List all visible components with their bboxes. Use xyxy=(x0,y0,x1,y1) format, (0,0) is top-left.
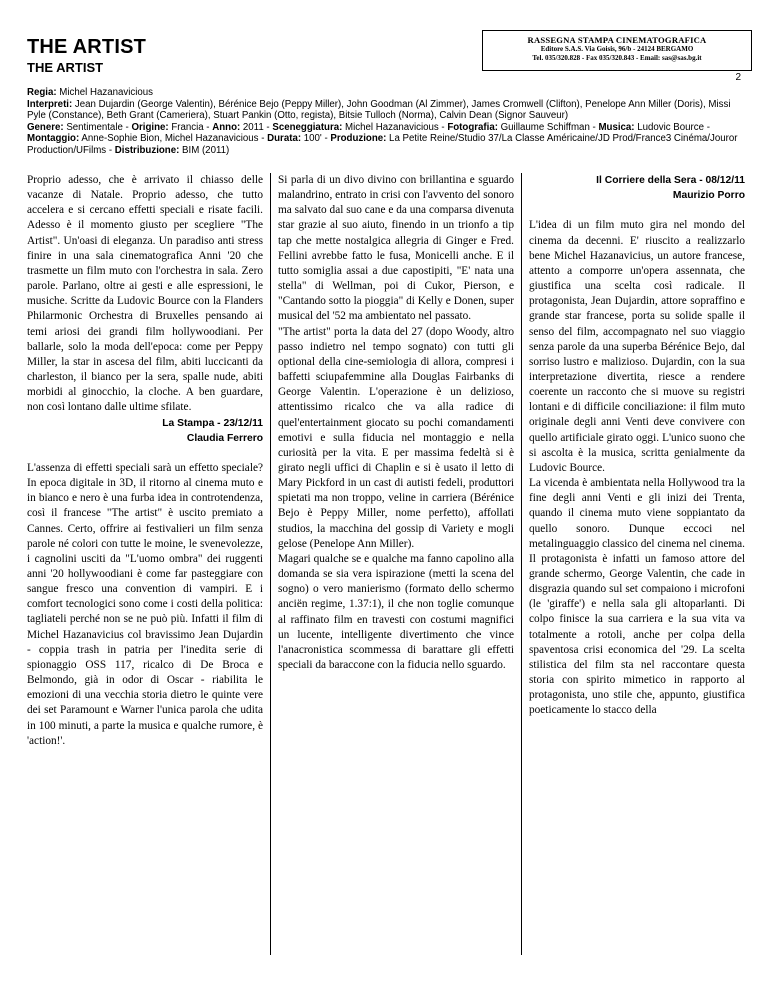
review-corriere-p3: "The artist" porta la data del 27 (dopo Woody, altro passo indietro nel tempo sognato) con tutti gli optional della cine-semiologia di allora, compresi i baffetti sciupafemmine alla Douglas Fairbanks di George Valentin. L'operazione è un delizioso, attentissimo ricalco che va alla radice di quel'entertainment giocato su pochi comandamenti emotivi e sulla fiducia nel montaggio e nella curiosità per la vita. E per massima fedeltà si è girato negli uffici di Chaplin e si è usato il letto di Mary Pickford in un cast di autisti fedeli, produttori spietati ma non troppo, veline in carriera (Bérénice Bejo è Peppy Miller, nome perfetto), affollati studios, la macchina del gossip di Variety e mogli gelose (Penelope Ann Miller). xyxy=(278,325,514,550)
review-corriere-p4: Magari qualche se e qualche ma fanno capolino alla domanda se sia vera ispirazione (metti la scena del sogno) o vero manierismo (formato dello schermo anciën regime, 1.37:1), il che non toglie comunque al raffinato film en travesti con costumi magnifici un lucente, intelligente divertimento che vince l'anacronistica scommessa di barattare gli effetti speciali da baraccone con la fiducia nello sguardo. xyxy=(278,552,514,671)
column-2 xyxy=(278,173,514,673)
column-rule xyxy=(521,173,522,955)
credits-interpreti: Interpreti: Jean Dujardin (George Valentin), Bérénice Bejo (Peppy Miller), John Goodman (Al Zimmer), James Cromwell (Clifton), Penelope Ann Miller (Doris), Missi Pyle (Constance), Beth Grant (Cameriera), Stuart Pankin (Otto, regista), Bitsie Tulloch (Norma), Calvin Dean (Signor Sauveur) xyxy=(27,98,731,122)
review-third-p1: L'idea di un film muto gira nel mondo del cinema da decenni. E' riuscito a realizzarlo bene Michel Hazanavicius, un autore francese, attento a comporre un'opera assennata, che giustifica una scelta così radicale. Il protagonista, Jean Dujardin, attore sopraffino e grande star francese, porta su solide spalle il senso del film, accompagnato nel suo viaggio senza parole da una superba Bérénice Bejo, dal sorriso lustro e malizioso. Dujardin, con la sua interpretazione divertita, riesce a rendere coerente un racconto che si muove su registri lontani e di difficile conciliazione: il film muto originale degli anni Venti deve convivere con quello artificiale girato oggi. L'unico suono che si ascolta è la musica, scritta genialmente da Ludovic Bource. xyxy=(529,219,745,474)
film-title: THE ARTIST xyxy=(27,36,147,58)
review-stampa-text: Proprio adesso, che è arrivato il chiasso delle vacanze di Natale. Proprio adesso, che tutto accelera e si cercano effetti speciali e risate facili. Adesso è il momento giusto per scegliere "The Artist". Un'oasi di eleganza. Un paradiso anti stress finire in una sala cinematografica Anni '20 che trasmette un film muto con l'orchestra in sala. Zero parole. Parlano, oltre ai gesti e alle espressioni, le musiche. Scritte da Ludovic Bource con la Flanders Philarmonic Orchestra di Bruxelles pensando ai temi ariosi dei grandi film hollywoodiani. Per ballarle, solo la moda dell'epoca: come per Peppy Miller, la star in ascesa del film, abiti luccicanti da charleston, il bianco per la sera, spalle nude, abiti morbidi al ginocchio, la cloche. A ben guardare, non così lontano dalle ultime sfilate. xyxy=(27,174,263,414)
column-3 xyxy=(529,173,745,719)
film-credits xyxy=(27,87,745,157)
review-corriere-p2: Si parla di un divo divino con brillantina e sguardo malandrino, entrato in crisi con l'avvento del sonoro ma salvato dal suo cane e da una comparsa divenuta star grazie al suo aiuto, finendo in un trionfo a tip tap che mette nostalgica allegria di Ginger e Fred. Fellini avrebbe fatto le fusa, Monicelli anche. E il tutto somiglia assai a due capostipiti, "E' nata una stella" di Wellman, poi di Cukor, Pierson, e "Cantando sotto la pioggia" di Kelly e Donen, super musical del '52 ma ambientato nel passato. xyxy=(278,174,514,323)
stamp-title: RASSEGNA STAMPA CINEMATOGRAFICA xyxy=(527,35,707,45)
stamp-contacts: Tel. 035/320.828 - Fax 035/320.843 - Email: sas@sas.bg.it xyxy=(532,54,702,62)
review-corriere-text: L'assenza di effetti speciali sarà un effetto speciale? In epoca digitale in 3D, il ritorno al cinema muto e in bianco e nero è una furba idea in controtendenza, così il francese "The artist" è uscito premiato a Cannes. Certo, offrire ai festivalieri un film senza parole né colori con tutte le moine, le svenevolezze, i cagnolini usciti da "L'uomo ombra" dei ruggenti anni '20 hollywoodiani è come far pasteggiare con sangue fresco una convention di vampiri. E i comfort tecnologici sono come i costi della politica: tagliateli perché non se ne può più. Infatti il film di Michel Hazanavicius col bravissimo Jean Dujardin - coppia trash in patria per l'inedita serie di spionaggio OSS 117, ricalco di De Broca e Belmondo, già in odor di Oscar - riabilita le emozioni di una vecchia storia dietro le quinte vere dei set Paramount e Warner l'unica parola che udita in 100 minuti, a parte la musica e qualche rumore, è 'action!'. xyxy=(27,461,263,747)
credits-regia: Regia: Michel Hazanavicious xyxy=(27,87,153,98)
review-corriere-author: Maurizio Porro xyxy=(672,190,745,202)
review-stampa-source: La Stampa - 23/12/11 xyxy=(162,417,263,429)
column-1 xyxy=(27,173,263,749)
column-rule xyxy=(270,173,271,955)
review-corriere-source: Il Corriere della Sera - 08/12/11 xyxy=(596,175,745,186)
review-stampa-author: Claudia Ferrero xyxy=(186,432,263,444)
page-number: 2 xyxy=(735,72,741,83)
credits-details: Genere: Sentimentale - Origine: Francia - Anno: 2011 - Sceneggiatura: Michel Hazanavicious - Fotografia: Guillaume Schiffman - Musica: Ludovic Bource - Montaggio: Anne-Sophie Bion, Michel Hazanavicious - Durata: 100' - Produzione: La Petite Reine/Studio 37/La Classe Américaine/JD Prod/France3 Cinéma/Jouror Production/UFilms - Distribuzione: BIM (2011) xyxy=(27,121,738,156)
publisher-stamp xyxy=(482,30,752,71)
stamp-address: Editore S.A.S. Via Goisis, 96/b - 24124 BERGAMO xyxy=(540,45,694,53)
film-subtitle: THE ARTIST xyxy=(27,60,104,75)
review-third-p2: La vicenda è ambientata nella Hollywood tra la fine degli anni Venti e gli inizi dei Trenta, quando il cinema muto viene soppiantato da quello sonoro. Dunque eccoci nel metalinguaggio classico del cinema nel cinema. Il protagonista è infatti un famoso attore del grande schermo, George Valentin, che cade in disgrazia quando sul set compaiono i microfoni (le 'giraffe') e nella sala gli altoparlanti. Di colpo finisce la sua carriera e la sua vita va totalmente a rotoli, anche per colpa della spaventosa crisi economica del '29. La scelta stilistica del film sta nel raccontare questa storia con spirito mimetico in rapporto al protagonista, uno stile che, appunto, giustifica poeticamente lo stacco della xyxy=(529,477,745,717)
